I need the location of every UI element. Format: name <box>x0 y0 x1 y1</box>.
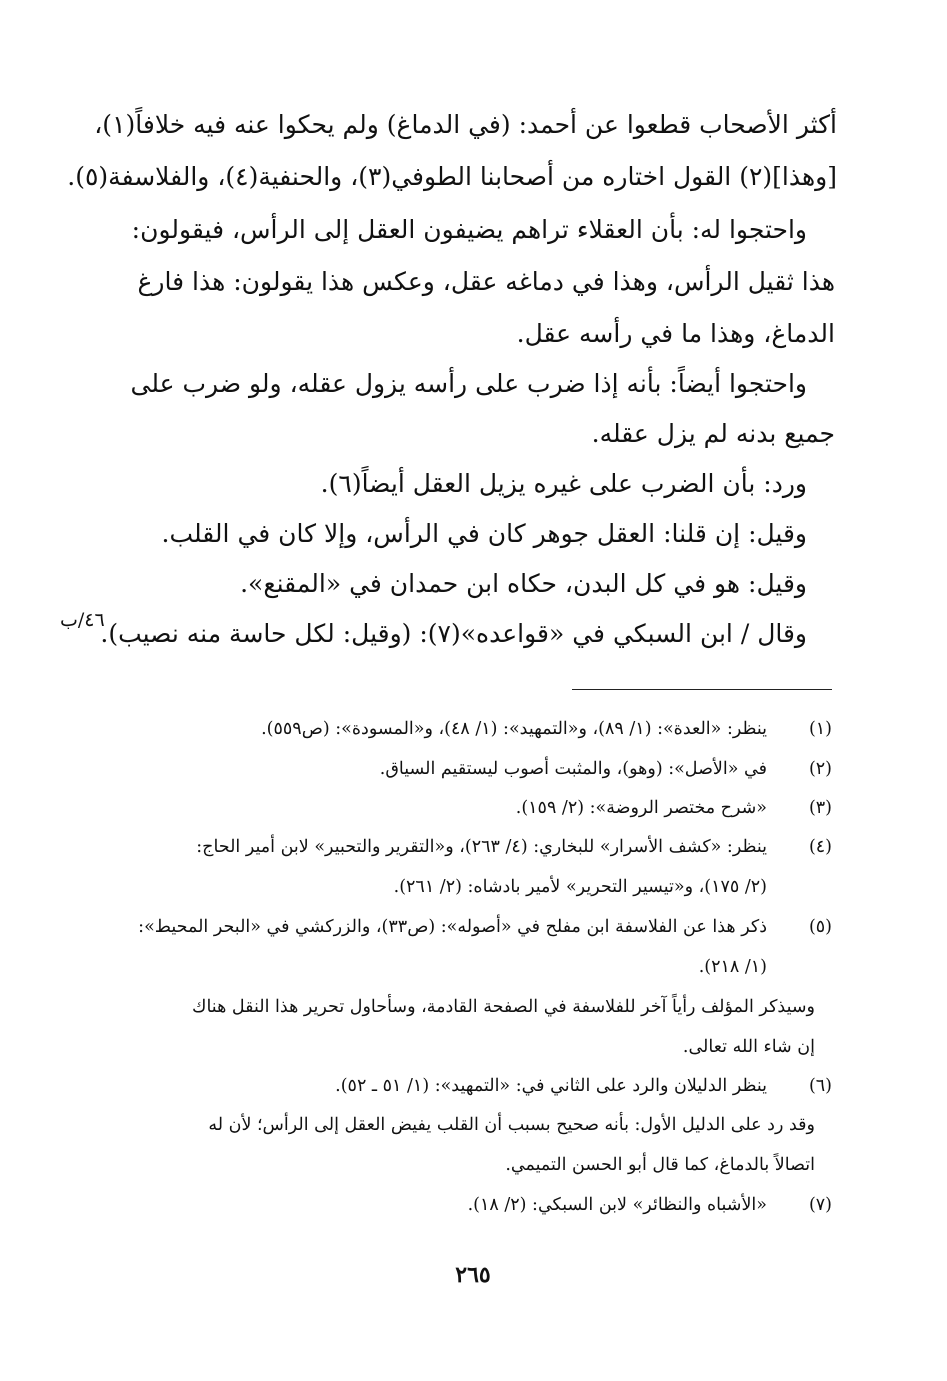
body-line: واحتجوا أيضاً: بأنه إذا ضرب على رأسه يزول عقله، ولو ضرب على <box>130 369 807 398</box>
footnote-line: اتصالاً بالدماغ، كما قال أبو الحسن التميمي. <box>505 1155 815 1175</box>
footnote-line: ينظر: «كشف الأسرار» للبخاري: (٤/ ٢٦٣)، و«التقرير والتحبير» لابن أمير الحاج: <box>196 837 767 857</box>
footnote-number: (١) <box>808 719 832 739</box>
footnote-line: (٢/ ١٧٥)، و«تيسير التحرير» لأمير بادشاه: (٢/ ٢٦١). <box>393 877 767 897</box>
body-line: ورد: بأن الضرب على غيره يزيل العقل أيضاً(٦). <box>320 469 807 498</box>
footnote-number: (٥) <box>808 917 832 937</box>
body-line: الدماغ، وهذا ما في رأسه عقل. <box>516 319 835 348</box>
manuscript-folio-marker: ٤٦/ب <box>60 609 105 631</box>
footnote-line: في «الأصل»: (وهو)، والمثبت أصوب ليستقيم السياق. <box>379 759 767 779</box>
footnote-line: «الأشباه والنظائر» لابن السبكي: (٢/ ١٨). <box>467 1195 767 1215</box>
footnote-separator <box>572 689 832 690</box>
footnote-number: (٤) <box>808 837 832 857</box>
footnote-line: ذكر هذا عن الفلاسفة ابن مفلح في «أصوله»: (ص٣٣)، والزركشي في «البحر المحيط»: <box>138 917 767 937</box>
body-line: وقيل: إن قلنا: العقل جوهر كان في الرأس، وإلا كان في القلب. <box>161 519 807 548</box>
footnote-line: (١/ ٢١٨). <box>698 957 767 977</box>
footnote-number: (٧) <box>808 1195 832 1215</box>
footnote-line: وسيذكر المؤلف رأياً آخر للفلاسفة في الصفحة القادمة، وسأحاول تحرير هذا النقل هناك <box>192 997 815 1017</box>
footnote-number: (٣) <box>808 798 832 818</box>
footnote-number: (٢) <box>808 759 832 779</box>
body-line: [وهذا](٢) القول اختاره من أصحابنا الطوفي(٣)، والحنفية(٤)، والفلاسفة(٥). <box>67 162 837 191</box>
page-number: ٢٦٥ <box>455 1262 491 1288</box>
body-line: وقيل: هو في كل البدن، حكاه ابن حمدان في «المقنع». <box>240 569 807 598</box>
footnote-line: إن شاء الله تعالى. <box>682 1037 815 1057</box>
body-line: وقال / ابن السبكي في «قواعده»(٧): (وقيل: لكل حاسة منه نصيب). <box>100 619 807 648</box>
body-line: هذا ثقيل الرأس، وهذا في دماغه عقل، وعكس هذا يقولون: هذا فارغ <box>137 267 835 296</box>
footnote-line: ينظر: «العدة»: (١/ ٨٩)، و«التمهيد»: (١/ ٤٨)، و«المسودة»: (ص٥٥٩). <box>261 719 767 739</box>
footnote-line: وقد رد على الدليل الأول: بأنه صحيح بسبب أن القلب يفيض العقل إلى الرأس؛ لأن له <box>208 1115 815 1135</box>
body-line: أكثر الأصحاب قطعوا عن أحمد: (في الدماغ) ولم يحكوا عنه فيه خلافاً(١)، <box>94 110 837 139</box>
body-line: جميع بدنه لم يزل عقله. <box>591 419 835 448</box>
footnote-number: (٦) <box>808 1076 832 1096</box>
footnote-line: ينظر الدليلان والرد على الثاني في: «التمهيد»: (١/ ٥١ ـ ٥٢). <box>335 1076 767 1096</box>
footnote-line: «شرح مختصر الروضة»: (٢/ ١٥٩). <box>515 798 767 818</box>
body-line: واحتجوا له: بأن العقلاء تراهم يضيفون العقل إلى الرأس، فيقولون: <box>131 215 807 244</box>
